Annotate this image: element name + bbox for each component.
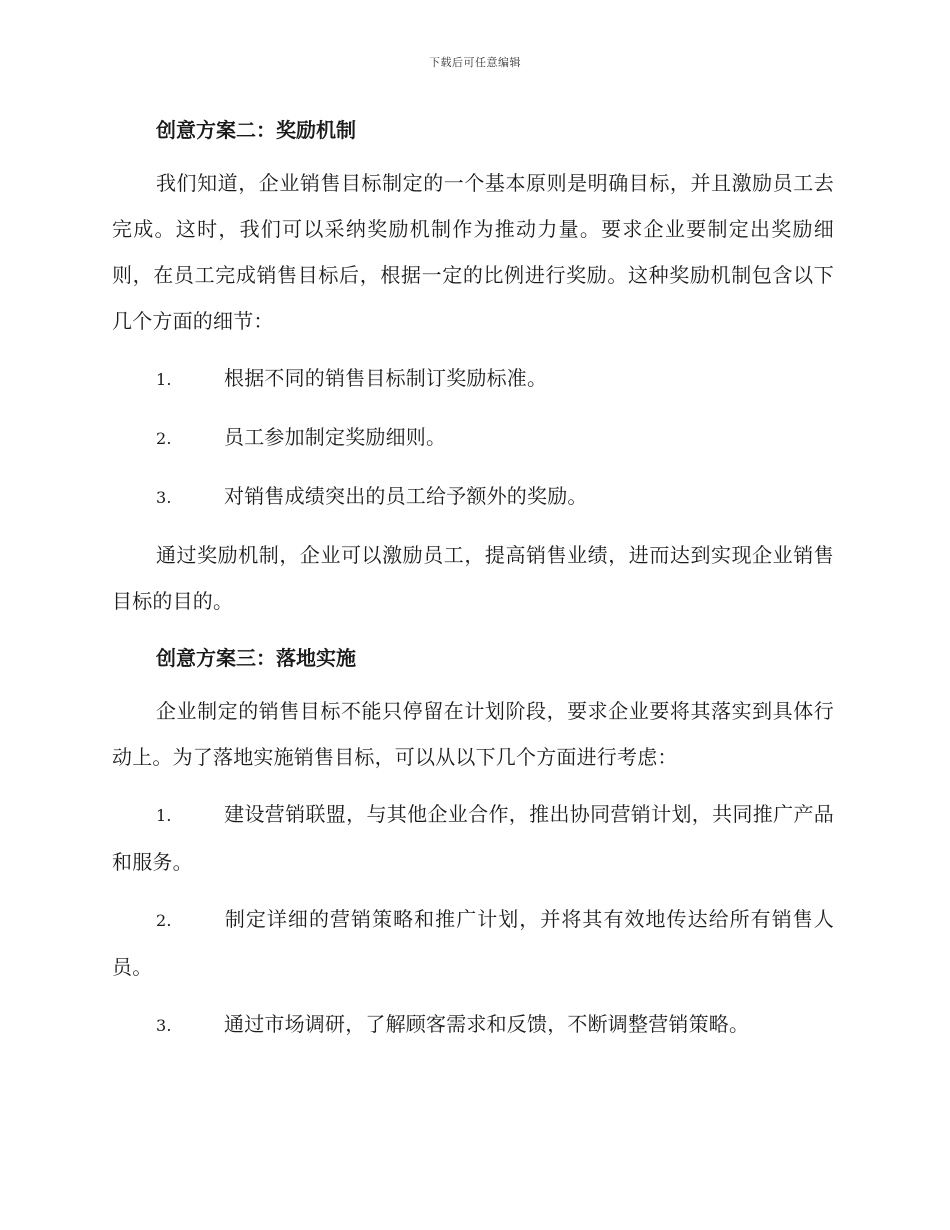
list-item [112, 1001, 834, 1049]
list-item-text: 对销售成绩突出的员工给予额外的奖励。 [224, 484, 588, 508]
reward-list [112, 355, 834, 521]
section-conclusion-reward: 通过奖励机制，企业可以激励员工，提高销售业绩，进而达到实现企业销售目标的目的。 [112, 543, 834, 613]
list-number: 3. [156, 488, 172, 507]
list-item-text: 制定详细的营销策略和推广计划，并将其有效地传达给所有销售人员。 [112, 907, 834, 979]
section-intro-reward: 我们知道，企业销售目标制定的一个基本原则是明确目标，并且激励员工去完成。这时，我们可以采纳奖励机制作为推动力量。要求企业要制定出奖励细则，在员工完成销售目标后，根据一定的比例进行奖励。这种奖励机制包含以下几个方面的细节： [112, 171, 834, 333]
list-item [112, 896, 834, 990]
section-intro-implementation: 企业制定的销售目标不能只停留在计划阶段，要求企业要将其落实到具体行动上。为了落地实施销售目标，可以从以下几个方面进行考虑： [112, 699, 834, 769]
list-number: 3. [156, 1016, 172, 1035]
list-item-text: 通过市场调研，了解顾客需求和反馈，不断调整营销策略。 [224, 1012, 750, 1036]
list-number: 2. [156, 911, 172, 930]
list-item [112, 414, 834, 462]
list-item [112, 791, 834, 885]
list-number: 2. [156, 429, 172, 448]
list-item [112, 355, 834, 403]
list-item-text: 根据不同的销售目标制订奖励标准。 [224, 366, 548, 390]
page-header: 下载后可任意编辑 [429, 56, 521, 69]
list-number: 1. [156, 806, 172, 825]
list-number: 1. [156, 370, 172, 389]
implementation-list [112, 791, 834, 1049]
list-item-text: 建设营销联盟，与其他企业合作，推出协同营销计划，共同推广产品和服务。 [112, 802, 834, 874]
document-body [112, 108, 834, 1049]
list-item-text: 员工参加制定奖励细则。 [224, 425, 447, 449]
section-heading-implementation: 创意方案三：落地实施 [156, 646, 356, 670]
list-item [112, 473, 834, 521]
section-heading-reward: 创意方案二：奖励机制 [156, 118, 356, 142]
